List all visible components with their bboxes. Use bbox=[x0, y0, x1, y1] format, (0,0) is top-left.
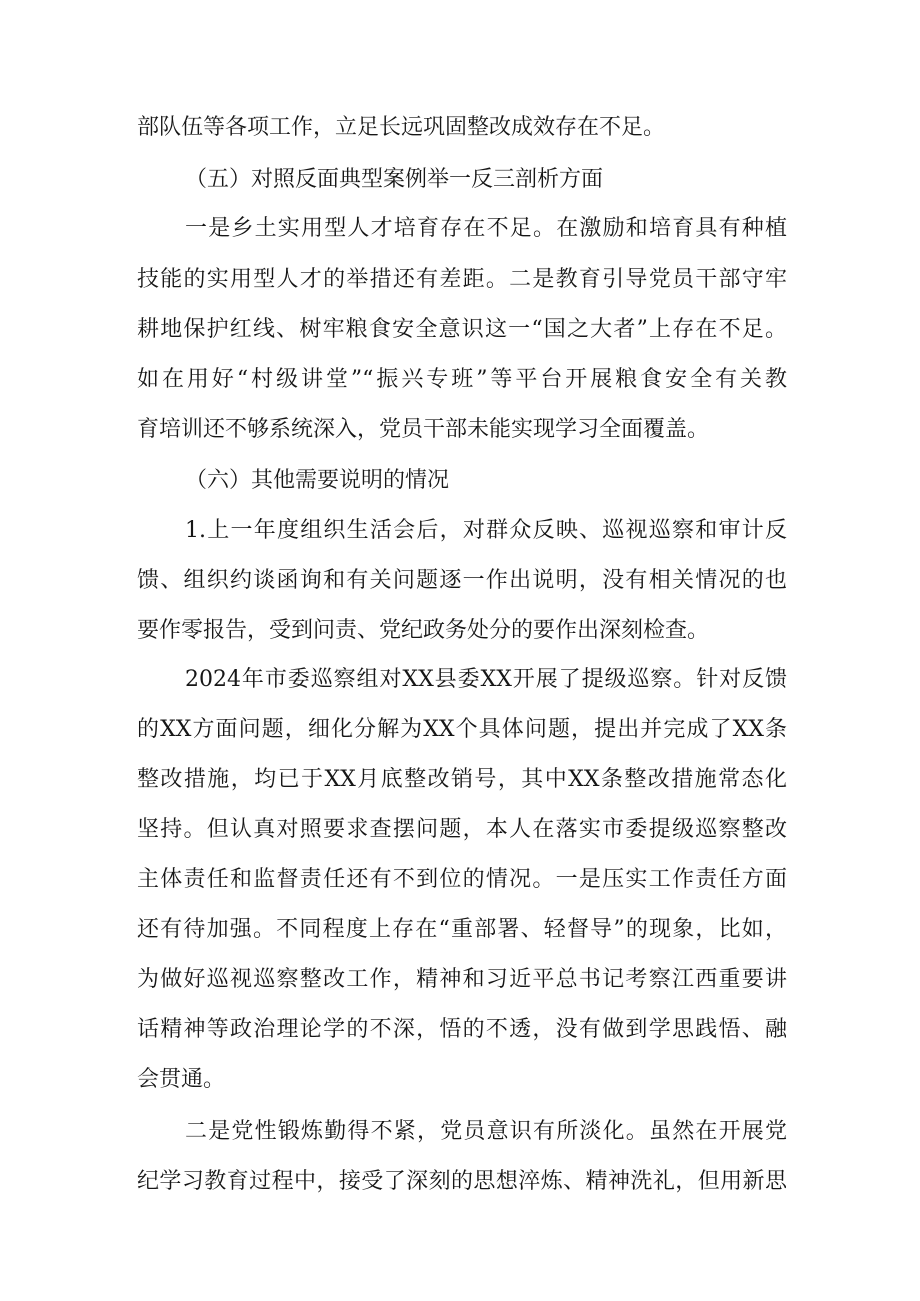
text-line: 育培训还不够系统深入，党员干部未能实现学习全面覆盖。 bbox=[137, 417, 710, 442]
text-line: 话精神等政治理论学的不深，悟的不透，没有做到学思践悟、融 bbox=[137, 1017, 787, 1042]
text-line: 技能的实用型人才的举措还有差距。二是教育引导党员干部守牢 bbox=[137, 267, 787, 292]
text-line: 纪学习教育过程中，接受了深刻的思想淬炼、精神洗礼，但用新思 bbox=[137, 1169, 787, 1194]
text-line: 部队伍等各项工作，立足长远巩固整改成效存在不足。 bbox=[137, 115, 666, 140]
text-line: 为做好巡视巡察整改工作，精神和习近平总书记考察江西重要讲 bbox=[137, 967, 787, 992]
text-line: 坚持。但认真对照要求查摆问题，本人在落实市委提级巡察整改 bbox=[137, 817, 787, 842]
text-line: 如在用好“村级讲堂”“振兴专班”等平台开展粮食安全有关教 bbox=[137, 367, 787, 392]
text-line: 耕地保护红线、树牢粮食安全意识这一“国之大者”上存在不足。 bbox=[137, 317, 787, 342]
text-line: 馈、组织约谈函询和有关问题逐一作出说明，没有相关情况的也 bbox=[137, 568, 787, 593]
section-heading: （五）对照反面典型案例举一反三剖析方面 bbox=[185, 167, 604, 192]
text-line: 要作零报告，受到问责、党纪政务处分的要作出深刻检查。 bbox=[137, 618, 710, 643]
text-line: 主体责任和监督责任还有不到位的情况。一是压实工作责任方面 bbox=[137, 867, 787, 892]
text-line: 一是乡土实用型人才培育存在不足。在激励和培育具有种植 bbox=[185, 216, 787, 241]
text-line: 的XX方面问题，细化分解为XX个具体问题，提出并完成了XX条 bbox=[137, 717, 787, 742]
text-line: 1.上一年度组织生活会后，对群众反映、巡视巡察和审计反 bbox=[185, 518, 787, 543]
section-heading: （六）其他需要说明的情况 bbox=[185, 468, 450, 493]
text-line: 二是党性锻炼勤得不紧，党员意识有所淡化。虽然在开展党 bbox=[185, 1119, 787, 1144]
text-line: 整改措施，均已于XX月底整改销号，其中XX条整改措施常态化 bbox=[137, 767, 787, 792]
text-line: 2024年市委巡察组对XX县委XX开展了提级巡察。针对反馈 bbox=[185, 667, 787, 692]
text-line: 还有待加强。不同程度上存在“重部署、轻督导”的现象，比如， bbox=[137, 917, 787, 942]
text-line: 会贯通。 bbox=[137, 1067, 226, 1092]
